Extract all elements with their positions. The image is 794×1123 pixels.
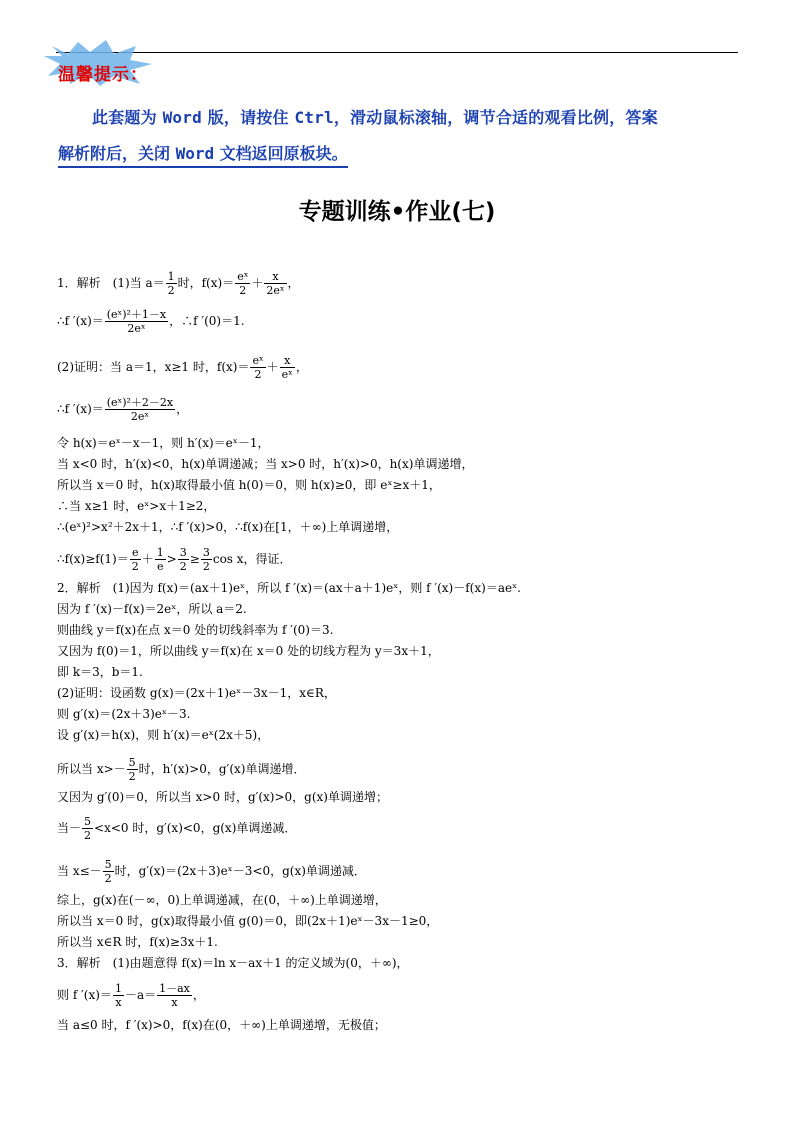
solution-line: 当 a≤0 时，f ′(x)>0，f(x)在(0，＋∞)上单调递增，无极值；	[57, 1018, 386, 1032]
solution-line: 因为 f ′(x)－f(x)＝2eˣ，所以 a＝2.	[57, 602, 247, 616]
solution-line: 则 f ′(x)＝ $\frac{1}{x}$ －a＝ $\frac{1-ax}{x}$ ，	[57, 982, 205, 1009]
solution-line: (2)证明：当 a＝1，x≥1 时，f(x)＝ $\frac{\text{eˣ}}{2}$ ＋ $\frac{x}{\text{eˣ}}$ ，	[57, 354, 308, 381]
page-title: 专题训练•作业(七)	[298, 199, 496, 225]
solution-line: 当 x≤－ $\frac{5}{2}$ 时，g′(x)＝(2x＋3)eˣ－3<0，g(x)单调递减．	[57, 858, 366, 885]
solution-line: ∴f ′(x)＝ $\frac{\text{(eˣ)²＋2－2x}}{\text{2eˣ}}$ ，	[57, 396, 189, 423]
solution-line: 2．解析 (1)因为 f(x)＝(ax＋1)eˣ，所以 f ′(x)＝(ax＋a＋1)eˣ，则 f ′(x)－f(x)＝aeˣ.	[57, 581, 521, 595]
solution-line: ∴f(x)≥f(1)＝ $\frac{e}{2}$ ＋ $\frac{1}{e}$ > $\frac{3}{2}$ ≥ $\frac{3}{2}$ cos x，得证．	[57, 546, 292, 573]
notice-line-2[interactable]: 解析附后，关闭 Word 文档返回原板块。	[58, 143, 348, 168]
header-rule	[56, 52, 738, 53]
solution-line: 所以当 x∈R 时，f(x)≥3x＋1.	[57, 935, 218, 949]
solution-line: 所以当 x＝0 时，h(x)取得最小值 h(0)＝0，则 h(x)≥0，即 eˣ≥x＋1，	[57, 478, 441, 492]
solution-line: 则曲线 y＝f(x)在点 x＝0 处的切线斜率为 f ′(0)＝3.	[57, 623, 334, 637]
solution-line: 则 g′(x)＝(2x＋3)eˣ－3.	[57, 707, 191, 721]
solution-line: 当 x<0 时，h′(x)<0，h(x)单调递减；当 x>0 时，h′(x)>0，h(x)单调递增，	[57, 457, 474, 471]
solution-line: 1．解析 (1)当 a＝ $\frac{1}{2}$ 时，f(x)＝ $\frac{\text{eˣ}}{2}$ ＋ $\frac{x}{\text{2eˣ}}$ ，	[57, 270, 300, 297]
solution-line: 又因为 g′(0)＝0，所以当 x>0 时，g′(x)>0，g(x)单调递增；	[57, 790, 388, 804]
solution-line: 又因为 f(0)＝1，所以曲线 y＝f(x)在 x＝0 处的切线方程为 y＝3x＋1，	[57, 644, 440, 658]
solution-line: 3．解析 (1)由题意得 f(x)＝ln x－ax＋1 的定义域为(0，＋∞)，	[57, 956, 409, 970]
solution-line: 设 g′(x)＝h(x)，则 h′(x)＝eˣ(2x＋5)，	[57, 728, 270, 742]
solution-line: 所以当 x＝0 时，g(x)取得最小值 g(0)＝0，即(2x＋1)eˣ－3x－1≥0，	[57, 914, 439, 928]
solution-line: 所以当 x>－ $\frac{5}{2}$ 时，h′(x)>0，g′(x)单调递增．	[57, 756, 306, 783]
solution-line: 即 k＝3，b＝1.	[57, 665, 143, 679]
notice-text	[58, 100, 740, 172]
tip-title: 温馨提示：	[58, 65, 148, 85]
solution-line: 综上，g(x)在(－∞，0)上单调递减，在(0，＋∞)上单调递增，	[57, 893, 387, 907]
solution-line: 当－ $\frac{5}{2}$ <x<0 时，g′(x)<0，g(x)单调递减．	[57, 815, 297, 842]
notice-line-1: 此套题为 Word 版，请按住 Ctrl，滑动鼠标滚轴，调节合适的观看比例，答案	[92, 108, 658, 127]
solution-line: ∴当 x≥1 时，eˣ>x＋1≥2，	[57, 499, 216, 513]
solution-line: ∴(eˣ)²>x²＋2x＋1，∴f ′(x)>0，∴f(x)在[1，＋∞)上单调递增，	[57, 520, 399, 534]
solution-line: 令 h(x)＝eˣ－x－1，则 h′(x)＝eˣ－1，	[57, 436, 270, 450]
solution-line: (2)证明：设函数 g(x)＝(2x＋1)eˣ－3x－1，x∈R，	[57, 686, 336, 700]
solution-line: ∴f ′(x)＝ $\frac{\text{(eˣ)²＋1－x}}{\text{2eˣ}}$ ，∴f ′(0)＝1.	[57, 308, 245, 335]
